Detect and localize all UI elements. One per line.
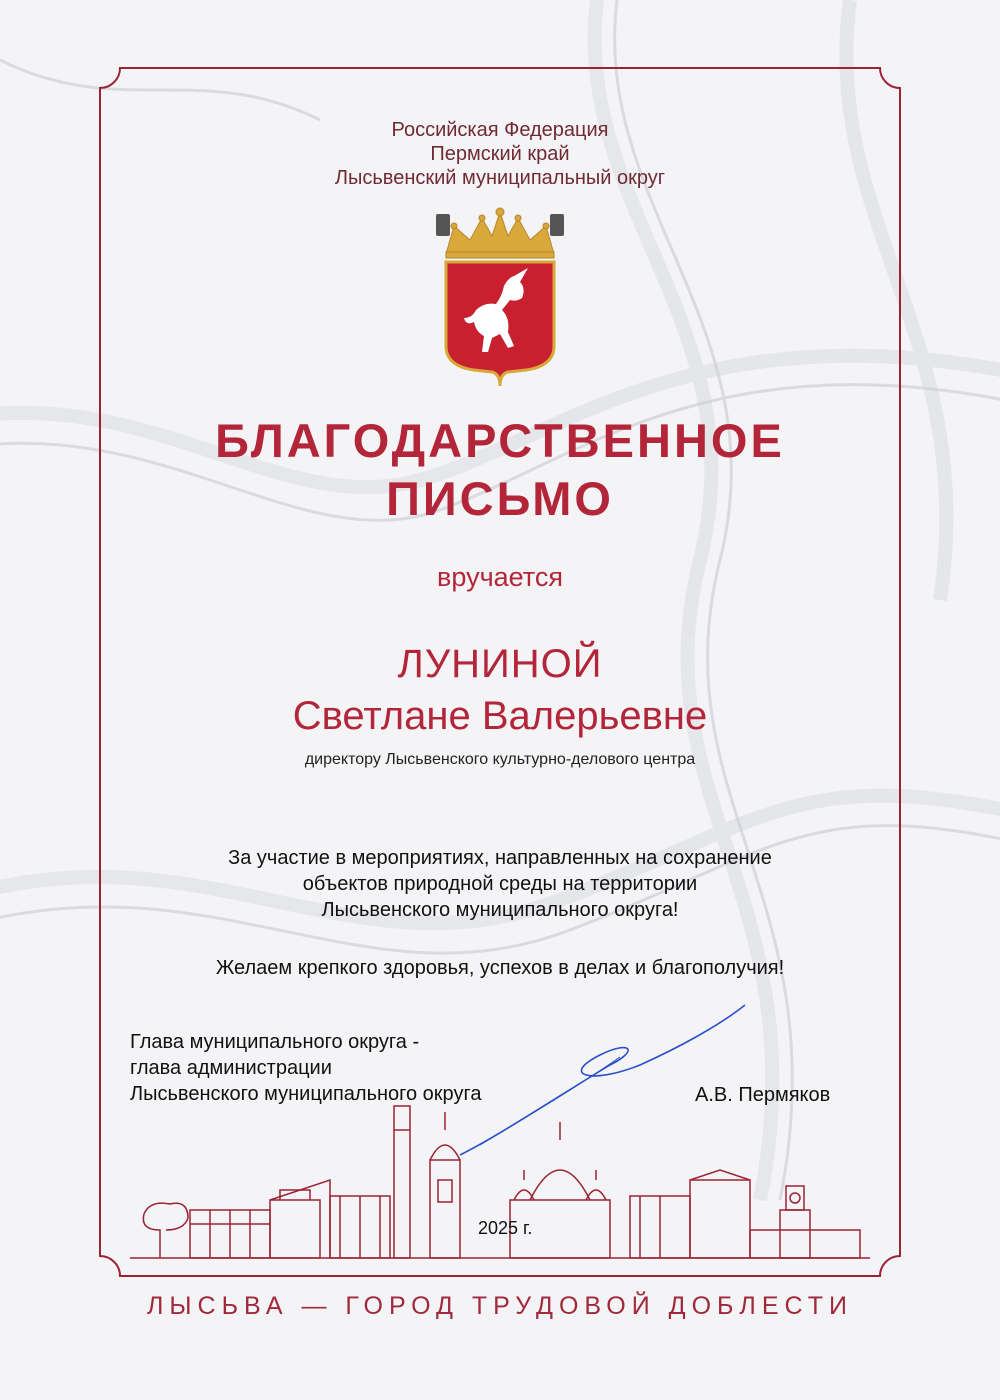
document-year: 2025 г.	[478, 1218, 533, 1238]
signatory-title-line1: Глава муниципального округа -	[130, 1031, 420, 1053]
body-line2: объектов природной среды на территории	[302, 873, 698, 895]
body-line1: За участие в мероприятиях, направленных на сохранение	[228, 847, 772, 869]
recipient-name: Светлане Валерьевне	[292, 694, 708, 738]
signatory-title-line2: глава администрации	[130, 1057, 332, 1079]
recipient-surname: ЛУНИНОЙ	[397, 642, 603, 686]
body-wish: Желаем крепкого здоровья, успехов в делах и благополучия!	[215, 957, 785, 979]
document-title-line1: БЛАГОДАРСТВЕННОЕ	[215, 414, 785, 467]
body-line3: Лысьвенского муниципального округа!	[321, 899, 679, 921]
signer-name: А.В. Пермяков	[695, 1084, 831, 1106]
city-skyline-illustration	[130, 1100, 870, 1265]
header-region: Пермский край	[430, 143, 570, 165]
signatory-title-line3: Лысьвенского муниципального округа	[130, 1083, 482, 1105]
header-municipality: Лысьвенский муниципальный округ	[334, 167, 666, 189]
header-country: Российская Федерация	[391, 119, 609, 141]
document-title-line2: ПИСЬМО	[386, 472, 614, 525]
awarded-label: вручается	[437, 562, 563, 592]
city-motto: ЛЫСЬВА — ГОРОД ТРУДОВОЙ ДОБЛЕСТИ	[147, 1292, 853, 1320]
recipient-position: директору Лысьвенского культурно-делового центра	[304, 751, 696, 768]
coat-of-arms-unicorn-icon	[436, 206, 564, 390]
